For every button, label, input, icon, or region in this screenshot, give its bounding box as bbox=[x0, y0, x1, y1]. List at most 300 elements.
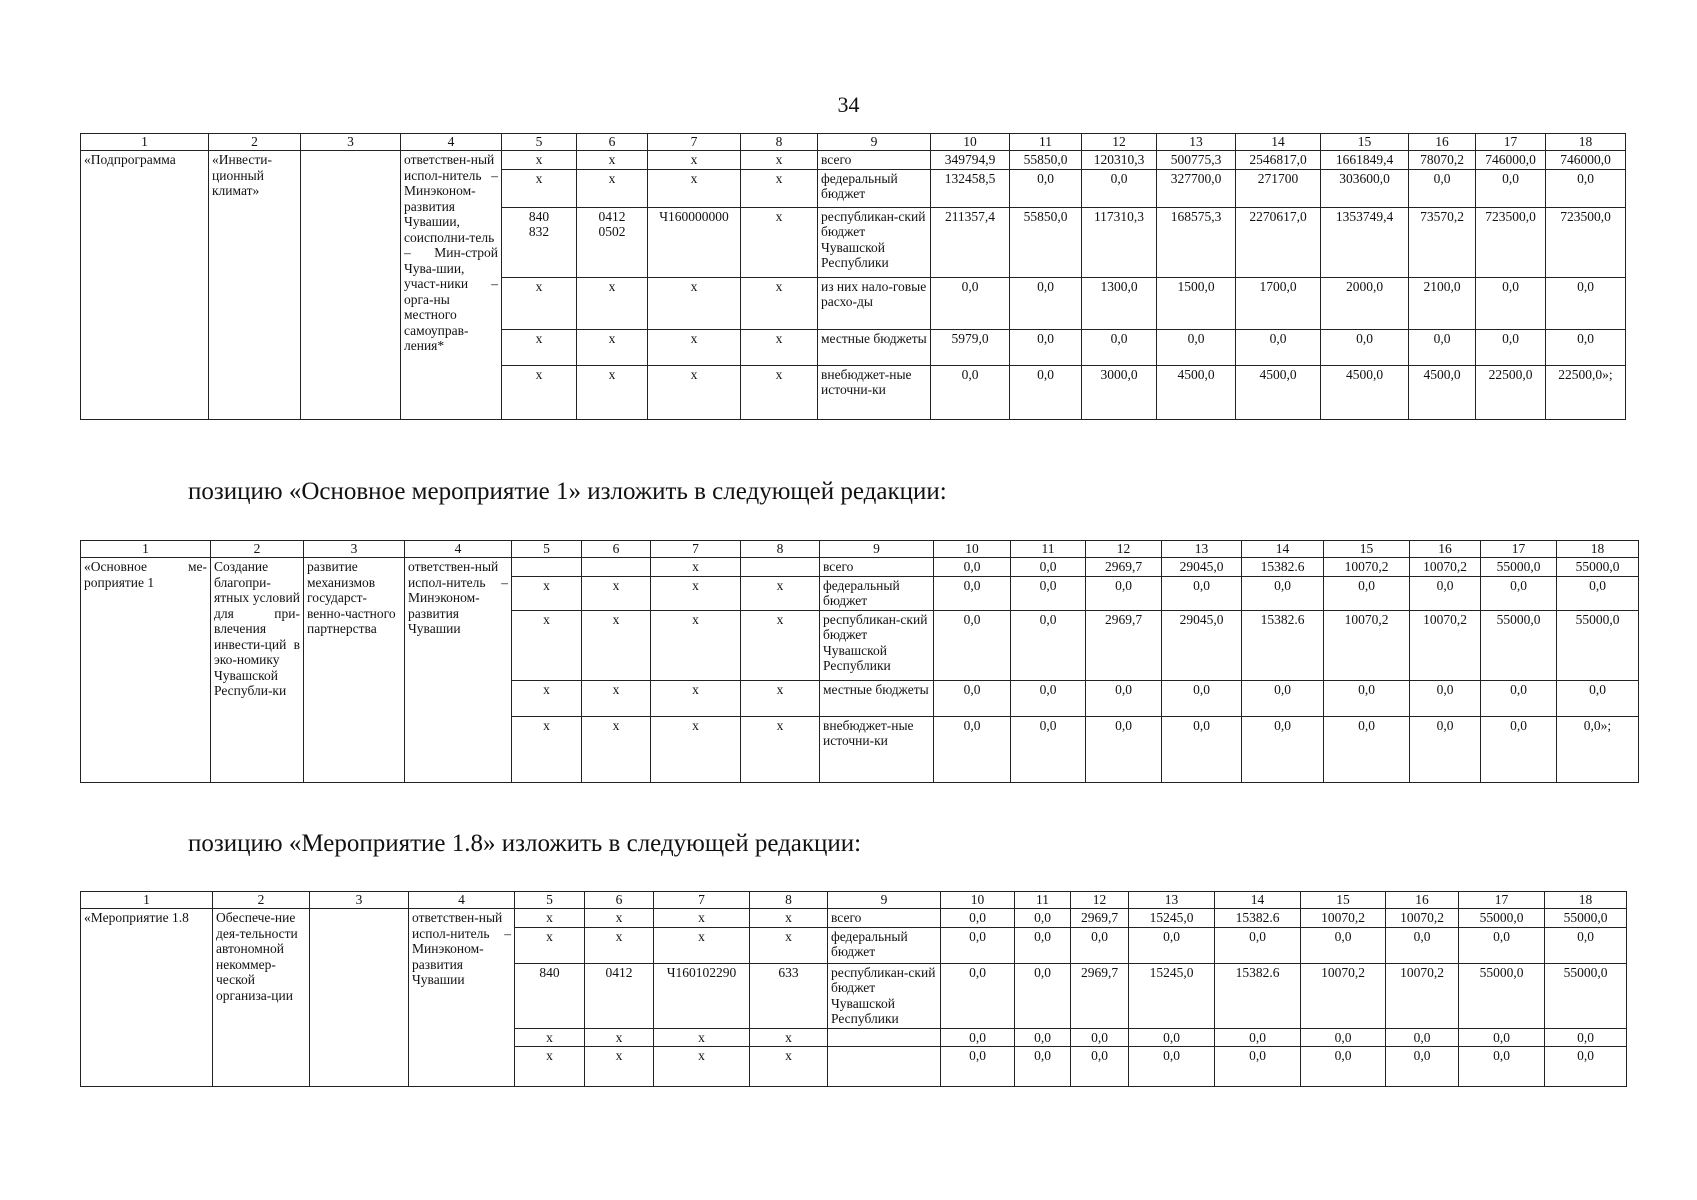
code-cell-c6: 0412 bbox=[585, 963, 654, 1028]
code-cell-c6: x bbox=[585, 909, 654, 928]
amount-cell: 271700 bbox=[1236, 169, 1321, 207]
amount-cell: 120310,3 bbox=[1082, 151, 1157, 170]
amount-cell: 1353749,4 bbox=[1321, 207, 1409, 277]
funding-source: федеральный бюджет bbox=[818, 169, 931, 207]
column-number-18: 18 bbox=[1545, 892, 1627, 909]
amount-cell: 0,0 bbox=[1215, 1028, 1301, 1047]
column-number-10: 10 bbox=[941, 892, 1015, 909]
data-row bbox=[81, 558, 1639, 577]
amount-cell: 303600,0 bbox=[1321, 169, 1409, 207]
funding-source bbox=[828, 1028, 941, 1047]
amount-cell: 2100,0 bbox=[1409, 277, 1476, 329]
header-row bbox=[81, 892, 1627, 909]
amount-cell: 0,0 bbox=[1545, 927, 1627, 963]
amount-cell: 0,0 bbox=[934, 558, 1011, 577]
column-number-8: 8 bbox=[741, 134, 818, 151]
amount-cell: 0,0 bbox=[1324, 576, 1410, 610]
code-cell-c8: x bbox=[741, 680, 820, 716]
code-cell-c6: x bbox=[577, 365, 648, 419]
column-number-16: 16 bbox=[1409, 134, 1476, 151]
amount-cell: 0,0 bbox=[1010, 329, 1082, 365]
column-number-1: 1 bbox=[81, 892, 213, 909]
amount-cell: 0,0 bbox=[1476, 329, 1546, 365]
amount-cell: 78070,2 bbox=[1409, 151, 1476, 170]
code-cell-c6 bbox=[582, 558, 651, 577]
executors: ответствен-ный испол-нитель – Минэконом-развития Чувашии, соисполни-тель – Мин-строй Чува-шии, участ-ники – орга-ны местного самоуправ-ления* bbox=[401, 151, 502, 420]
amount-cell: 55850,0 bbox=[1010, 207, 1082, 277]
amount-cell: 10070,2 bbox=[1324, 610, 1410, 680]
amount-cell: 0,0 bbox=[1321, 329, 1409, 365]
amount-cell: 15382.6 bbox=[1242, 558, 1324, 577]
amount-cell: 327700,0 bbox=[1157, 169, 1236, 207]
amount-cell: 0,0 bbox=[1459, 1028, 1545, 1047]
amount-cell: 0,0 bbox=[1476, 277, 1546, 329]
code-cell-c5: x bbox=[502, 151, 577, 170]
funding-source: федеральный бюджет bbox=[820, 576, 934, 610]
amount-cell: 15245,0 bbox=[1129, 963, 1215, 1028]
amount-cell: 1300,0 bbox=[1082, 277, 1157, 329]
column-number-16: 16 bbox=[1386, 892, 1459, 909]
amount-cell: 0,0 bbox=[1545, 1047, 1627, 1087]
column-number-7: 7 bbox=[651, 541, 741, 558]
amount-cell: 15245,0 bbox=[1129, 909, 1215, 928]
amount-cell: 0,0 bbox=[1324, 716, 1410, 782]
code-cell-c6: x bbox=[585, 1028, 654, 1047]
amount-cell: 0,0 bbox=[1010, 365, 1082, 419]
amount-cell: 10070,2 bbox=[1301, 909, 1386, 928]
column-number-16: 16 bbox=[1410, 541, 1481, 558]
column-number-11: 11 bbox=[1015, 892, 1071, 909]
code-cell-c7: x bbox=[651, 680, 741, 716]
amount-cell: 0,0 bbox=[1459, 1047, 1545, 1087]
amount-cell: 0,0 bbox=[1301, 1047, 1386, 1087]
amount-cell: 0,0 bbox=[1242, 716, 1324, 782]
amount-cell: 0,0 bbox=[1301, 927, 1386, 963]
amount-cell: 15382.6 bbox=[1242, 610, 1324, 680]
code-cell-c6: x bbox=[577, 169, 648, 207]
funding-source: местные бюджеты bbox=[820, 680, 934, 716]
code-cell-c6: x bbox=[577, 151, 648, 170]
column-number-3: 3 bbox=[304, 541, 405, 558]
code-cell-c8: x bbox=[750, 927, 828, 963]
code-cell-c6: x bbox=[577, 329, 648, 365]
amount-cell: 0,0 bbox=[941, 1028, 1015, 1047]
amount-cell: 1661849,4 bbox=[1321, 151, 1409, 170]
data-row bbox=[81, 151, 1626, 170]
code-cell-c8: x bbox=[741, 576, 820, 610]
column-number-1: 1 bbox=[81, 541, 211, 558]
amount-cell: 55000,0 bbox=[1459, 909, 1545, 928]
column-number-4: 4 bbox=[405, 541, 512, 558]
amount-cell: 22500,0 bbox=[1476, 365, 1546, 419]
code-cell-c7: x bbox=[651, 576, 741, 610]
column-number-17: 17 bbox=[1476, 134, 1546, 151]
main-event-table bbox=[80, 540, 1639, 783]
amount-cell: 500775,3 bbox=[1157, 151, 1236, 170]
code-cell-c8: x bbox=[750, 909, 828, 928]
code-cell-c5: x bbox=[512, 576, 582, 610]
amount-cell: 55000,0 bbox=[1545, 963, 1627, 1028]
amount-cell: 10070,2 bbox=[1324, 558, 1410, 577]
amount-cell: 10070,2 bbox=[1301, 963, 1386, 1028]
amount-cell: 0,0 bbox=[1010, 277, 1082, 329]
code-cell-c8: x bbox=[750, 1047, 828, 1087]
column-number-4: 4 bbox=[409, 892, 515, 909]
amount-cell: 0,0 bbox=[1546, 169, 1626, 207]
amount-cell: 15382.6 bbox=[1215, 963, 1301, 1028]
amount-cell: 55000,0 bbox=[1481, 558, 1557, 577]
funding-source: всего bbox=[820, 558, 934, 577]
amount-cell: 2969,7 bbox=[1086, 610, 1162, 680]
amount-cell: 22500,0»; bbox=[1546, 365, 1626, 419]
empty-col3 bbox=[310, 909, 409, 1087]
amount-cell: 0,0 bbox=[1129, 927, 1215, 963]
column-number-15: 15 bbox=[1321, 134, 1409, 151]
amount-cell: 10070,2 bbox=[1410, 610, 1481, 680]
amount-cell: 0,0 bbox=[1557, 576, 1639, 610]
executors: ответствен-ный испол-нитель – Минэконом-развития Чувашии bbox=[405, 558, 512, 783]
amount-cell: 0,0 bbox=[934, 610, 1011, 680]
amount-cell: 723500,0 bbox=[1476, 207, 1546, 277]
code-cell-c5 bbox=[512, 558, 582, 577]
amount-cell: 746000,0 bbox=[1476, 151, 1546, 170]
code-cell-c7: x bbox=[654, 1047, 750, 1087]
code-cell-c8: x bbox=[741, 277, 818, 329]
amount-cell: 0,0 bbox=[1481, 716, 1557, 782]
code-cell-c7: x bbox=[648, 277, 741, 329]
code-cell-c5: x bbox=[512, 716, 582, 782]
column-number-9: 9 bbox=[820, 541, 934, 558]
code-cell-c5: x bbox=[512, 610, 582, 680]
amount-cell: 55000,0 bbox=[1557, 610, 1639, 680]
amount-cell: 0,0 bbox=[1324, 680, 1410, 716]
amount-cell: 0,0 bbox=[1236, 329, 1321, 365]
code-cell-c8: x bbox=[741, 610, 820, 680]
column-number-2: 2 bbox=[213, 892, 310, 909]
amount-cell: 0,0 bbox=[1015, 963, 1071, 1028]
code-cell-c7: x bbox=[654, 909, 750, 928]
amount-cell: 0,0 bbox=[1242, 576, 1324, 610]
event-title: Обеспече-ние дея-тельности автономной некоммер-ческой организа-ции bbox=[213, 909, 310, 1087]
amount-cell: 29045,0 bbox=[1162, 558, 1242, 577]
code-cell-c5: 840 bbox=[515, 963, 585, 1028]
amount-cell: 0,0 bbox=[941, 1047, 1015, 1087]
funding-source: республикан-ский бюджет Чувашской Республики bbox=[828, 963, 941, 1028]
amount-cell: 0,0 bbox=[1071, 1047, 1129, 1087]
column-number-11: 11 bbox=[1010, 134, 1082, 151]
amount-cell: 723500,0 bbox=[1546, 207, 1626, 277]
amount-cell: 2969,7 bbox=[1071, 909, 1129, 928]
amount-cell: 0,0 bbox=[1015, 909, 1071, 928]
amount-cell: 746000,0 bbox=[1546, 151, 1626, 170]
data-row bbox=[81, 909, 1627, 928]
amount-cell: 0,0 bbox=[1011, 576, 1086, 610]
code-cell-c8: x bbox=[741, 151, 818, 170]
funding-source: местные бюджеты bbox=[818, 329, 931, 365]
amount-cell: 132458,5 bbox=[931, 169, 1010, 207]
amount-cell: 73570,2 bbox=[1409, 207, 1476, 277]
event-1-8-table bbox=[80, 891, 1627, 1087]
code-cell-c7: x bbox=[651, 610, 741, 680]
column-number-12: 12 bbox=[1086, 541, 1162, 558]
amount-cell: 0,0 bbox=[1071, 927, 1129, 963]
column-number-12: 12 bbox=[1071, 892, 1129, 909]
code-cell-c7: x bbox=[648, 151, 741, 170]
code-cell-c6: x bbox=[582, 680, 651, 716]
amount-cell: 0,0 bbox=[1481, 576, 1557, 610]
code-cell-c7: Ч160102290 bbox=[654, 963, 750, 1028]
column-number-5: 5 bbox=[502, 134, 577, 151]
amount-cell: 0,0 bbox=[1410, 576, 1481, 610]
amount-cell: 55000,0 bbox=[1557, 558, 1639, 577]
event-name: «Мероприятие 1.8 bbox=[81, 909, 213, 1087]
code-cell-c8: x bbox=[741, 169, 818, 207]
column-number-11: 11 bbox=[1011, 541, 1086, 558]
amount-cell: 0,0 bbox=[1386, 927, 1459, 963]
amount-cell: 2546817,0 bbox=[1236, 151, 1321, 170]
amount-cell: 0,0 bbox=[1157, 329, 1236, 365]
amount-cell: 0,0 bbox=[1476, 169, 1546, 207]
funding-source bbox=[828, 1047, 941, 1087]
amount-cell: 2000,0 bbox=[1321, 277, 1409, 329]
amount-cell: 0,0 bbox=[1086, 576, 1162, 610]
column-number-18: 18 bbox=[1546, 134, 1626, 151]
column-number-13: 13 bbox=[1129, 892, 1215, 909]
amount-cell: 0,0 bbox=[1409, 169, 1476, 207]
amount-cell: 0,0 bbox=[1129, 1047, 1215, 1087]
amount-cell: 0,0 bbox=[1011, 716, 1086, 782]
column-number-2: 2 bbox=[211, 541, 304, 558]
amount-cell: 0,0 bbox=[1011, 680, 1086, 716]
funding-source: внебюджет-ные источни-ки bbox=[818, 365, 931, 419]
amount-cell: 349794,9 bbox=[931, 151, 1010, 170]
funding-source: федеральный бюджет bbox=[828, 927, 941, 963]
amount-cell: 4500,0 bbox=[1321, 365, 1409, 419]
amount-cell: 55000,0 bbox=[1481, 610, 1557, 680]
amount-cell: 0,0 bbox=[1086, 716, 1162, 782]
amount-cell: 4500,0 bbox=[1409, 365, 1476, 419]
column-number-13: 13 bbox=[1162, 541, 1242, 558]
header-row bbox=[81, 541, 1639, 558]
amount-cell: 0,0 bbox=[1086, 680, 1162, 716]
column-number-7: 7 bbox=[654, 892, 750, 909]
amount-cell: 55000,0 bbox=[1545, 909, 1627, 928]
code-cell-c8: x bbox=[741, 207, 818, 277]
subprogram-title: «Инвести-ционный климат» bbox=[209, 151, 301, 420]
amount-cell: 0,0 bbox=[1409, 329, 1476, 365]
amount-cell: 4500,0 bbox=[1157, 365, 1236, 419]
amount-cell: 0,0 bbox=[934, 576, 1011, 610]
amount-cell: 0,0 bbox=[1082, 329, 1157, 365]
amount-cell: 0,0 bbox=[1082, 169, 1157, 207]
column-number-6: 6 bbox=[585, 892, 654, 909]
amount-cell: 0,0 bbox=[1162, 716, 1242, 782]
code-cell-c8: x bbox=[741, 716, 820, 782]
amount-cell: 3000,0 bbox=[1082, 365, 1157, 419]
amount-cell: 0,0 bbox=[1162, 680, 1242, 716]
amount-cell: 2969,7 bbox=[1071, 963, 1129, 1028]
amount-cell: 0,0 bbox=[1546, 329, 1626, 365]
executors: ответствен-ный испол-нитель – Минэконом-развития Чувашии bbox=[409, 909, 515, 1087]
amount-cell: 0,0 bbox=[1015, 927, 1071, 963]
amount-cell: 0,0 bbox=[1242, 680, 1324, 716]
column-number-10: 10 bbox=[934, 541, 1011, 558]
amount-cell: 0,0 bbox=[931, 365, 1010, 419]
code-cell-c8: x bbox=[741, 365, 818, 419]
code-cell-c5: x bbox=[515, 909, 585, 928]
code-cell-c7: x bbox=[648, 169, 741, 207]
column-number-15: 15 bbox=[1324, 541, 1410, 558]
funding-source: республикан-ский бюджет Чувашской Республики bbox=[818, 207, 931, 277]
amount-cell: 0,0 bbox=[1481, 680, 1557, 716]
column-number-5: 5 bbox=[512, 541, 582, 558]
amount-cell: 0,0 bbox=[1386, 1047, 1459, 1087]
column-number-6: 6 bbox=[582, 541, 651, 558]
amount-cell: 0,0 bbox=[941, 927, 1015, 963]
code-cell-c7: x bbox=[648, 329, 741, 365]
code-cell-c6: x bbox=[577, 277, 648, 329]
amount-cell: 0,0 bbox=[931, 277, 1010, 329]
column-number-7: 7 bbox=[648, 134, 741, 151]
amount-cell: 0,0 bbox=[1545, 1028, 1627, 1047]
column-number-8: 8 bbox=[741, 541, 820, 558]
amount-cell: 2969,7 bbox=[1086, 558, 1162, 577]
code-cell-c5: 840 832 bbox=[502, 207, 577, 277]
code-cell-c6: x bbox=[582, 576, 651, 610]
column-number-5: 5 bbox=[515, 892, 585, 909]
amount-cell: 211357,4 bbox=[931, 207, 1010, 277]
instruction-paragraph-main-event: позицию «Основное мероприятие 1» изложить в следующей редакции: bbox=[188, 478, 947, 505]
amount-cell: 0,0 bbox=[1301, 1028, 1386, 1047]
funding-source: всего bbox=[828, 909, 941, 928]
amount-cell: 55850,0 bbox=[1010, 151, 1082, 170]
column-number-3: 3 bbox=[301, 134, 401, 151]
column-number-9: 9 bbox=[828, 892, 941, 909]
amount-cell: 0,0 bbox=[1410, 716, 1481, 782]
column-number-1: 1 bbox=[81, 134, 209, 151]
amount-cell: 5979,0 bbox=[931, 329, 1010, 365]
subprogram-name: «Подпрограмма bbox=[81, 151, 209, 420]
amount-cell: 0,0 bbox=[1010, 169, 1082, 207]
code-cell-c5: x bbox=[502, 365, 577, 419]
column-number-10: 10 bbox=[931, 134, 1010, 151]
code-cell-c8: 633 bbox=[750, 963, 828, 1028]
code-cell-c7: x bbox=[654, 927, 750, 963]
amount-cell: 0,0 bbox=[1557, 680, 1639, 716]
amount-cell: 0,0 bbox=[941, 909, 1015, 928]
code-cell-c8 bbox=[741, 558, 820, 577]
header-row bbox=[81, 134, 1626, 151]
amount-cell: 10070,2 bbox=[1410, 558, 1481, 577]
amount-cell: 4500,0 bbox=[1236, 365, 1321, 419]
amount-cell: 29045,0 bbox=[1162, 610, 1242, 680]
column-number-9: 9 bbox=[818, 134, 931, 151]
column-number-13: 13 bbox=[1157, 134, 1236, 151]
page-number: 34 bbox=[837, 92, 860, 117]
instruction-paragraph-event-1-8: позицию «Мероприятие 1.8» изложить в следующей редакции: bbox=[188, 830, 862, 857]
amount-cell: 0,0 bbox=[1215, 1047, 1301, 1087]
amount-cell: 168575,3 bbox=[1157, 207, 1236, 277]
amount-cell: 0,0 bbox=[1546, 277, 1626, 329]
code-cell-c8: x bbox=[750, 1028, 828, 1047]
code-cell-c6: x bbox=[585, 927, 654, 963]
amount-cell: 55000,0 bbox=[1459, 963, 1545, 1028]
code-cell-c5: x bbox=[502, 169, 577, 207]
code-cell-c5: x bbox=[502, 329, 577, 365]
amount-cell: 10070,2 bbox=[1386, 909, 1459, 928]
funding-source: республикан-ский бюджет Чувашской Республики bbox=[820, 610, 934, 680]
code-cell-c5: x bbox=[515, 927, 585, 963]
amount-cell: 0,0 bbox=[1011, 610, 1086, 680]
amount-cell: 1500,0 bbox=[1157, 277, 1236, 329]
column-number-8: 8 bbox=[750, 892, 828, 909]
code-cell-c5: x bbox=[515, 1028, 585, 1047]
amount-cell: 0,0 bbox=[1410, 680, 1481, 716]
code-cell-c6: x bbox=[582, 716, 651, 782]
code-cell-c5: x bbox=[512, 680, 582, 716]
amount-cell: 0,0 bbox=[1011, 558, 1086, 577]
code-cell-c5: x bbox=[502, 277, 577, 329]
code-cell-c7: x bbox=[654, 1028, 750, 1047]
amount-cell: 2270617,0 bbox=[1236, 207, 1321, 277]
code-cell-c7: x bbox=[648, 365, 741, 419]
main-event-goal: развитие механизмов государст-венно-частного партнерства bbox=[304, 558, 405, 783]
empty-col3 bbox=[301, 151, 401, 420]
code-cell-c6: x bbox=[585, 1047, 654, 1087]
code-cell-c7: x bbox=[651, 558, 741, 577]
column-number-14: 14 bbox=[1215, 892, 1301, 909]
funding-source: внебюджет-ные источни-ки bbox=[820, 716, 934, 782]
column-number-14: 14 bbox=[1242, 541, 1324, 558]
column-number-17: 17 bbox=[1459, 892, 1545, 909]
column-number-17: 17 bbox=[1481, 541, 1557, 558]
main-event-title: Создание благопри-ятных условий для при-влечения инвести-ций в эко-номику Чувашской Республи-ки bbox=[211, 558, 304, 783]
amount-cell: 0,0 bbox=[934, 680, 1011, 716]
amount-cell: 0,0 bbox=[1129, 1028, 1215, 1047]
column-number-15: 15 bbox=[1301, 892, 1386, 909]
code-cell-c7: x bbox=[651, 716, 741, 782]
amount-cell: 117310,3 bbox=[1082, 207, 1157, 277]
amount-cell: 0,0 bbox=[1015, 1028, 1071, 1047]
funding-source: всего bbox=[818, 151, 931, 170]
amount-cell: 0,0 bbox=[1459, 927, 1545, 963]
column-number-6: 6 bbox=[577, 134, 648, 151]
column-number-18: 18 bbox=[1557, 541, 1639, 558]
subprogram-table bbox=[80, 133, 1626, 420]
code-cell-c6: 0412 0502 bbox=[577, 207, 648, 277]
amount-cell: 0,0 bbox=[1215, 927, 1301, 963]
code-cell-c8: x bbox=[741, 329, 818, 365]
amount-cell: 0,0 bbox=[1015, 1047, 1071, 1087]
column-number-12: 12 bbox=[1082, 134, 1157, 151]
main-event-name: «Основное ме-роприятие 1 bbox=[81, 558, 211, 783]
code-cell-c7: Ч160000000 bbox=[648, 207, 741, 277]
column-number-14: 14 bbox=[1236, 134, 1321, 151]
amount-cell: 10070,2 bbox=[1386, 963, 1459, 1028]
amount-cell: 0,0 bbox=[941, 963, 1015, 1028]
code-cell-c6: x bbox=[582, 610, 651, 680]
amount-cell: 1700,0 bbox=[1236, 277, 1321, 329]
column-number-2: 2 bbox=[209, 134, 301, 151]
amount-cell: 0,0»; bbox=[1557, 716, 1639, 782]
funding-source: из них нало-говые расхо-ды bbox=[818, 277, 931, 329]
amount-cell: 0,0 bbox=[934, 716, 1011, 782]
amount-cell: 0,0 bbox=[1162, 576, 1242, 610]
code-cell-c5: x bbox=[515, 1047, 585, 1087]
amount-cell: 15382.6 bbox=[1215, 909, 1301, 928]
amount-cell: 0,0 bbox=[1386, 1028, 1459, 1047]
column-number-4: 4 bbox=[401, 134, 502, 151]
